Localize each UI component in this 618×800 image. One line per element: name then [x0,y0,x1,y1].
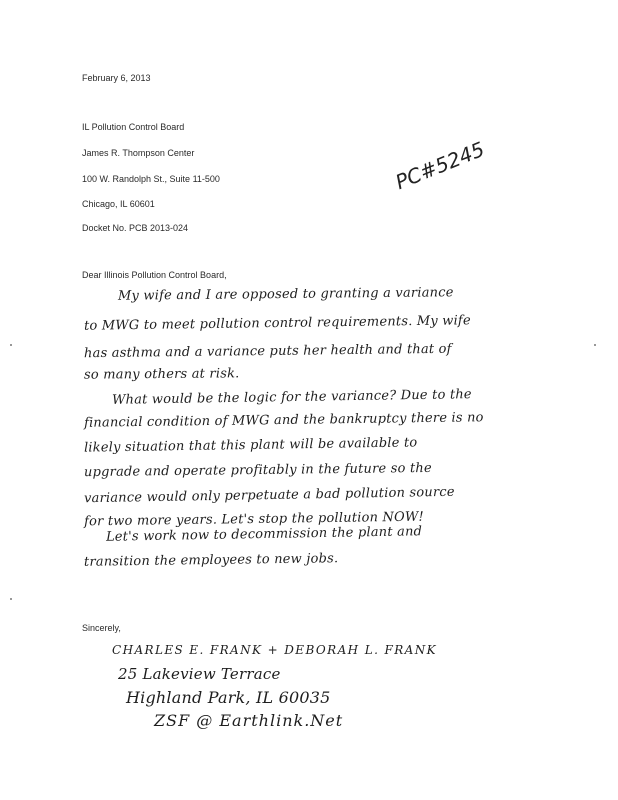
body-line: What would be the logic for the variance? Due to the [111,387,472,408]
body-line: likely situation that this plant will be available to [83,435,418,456]
recipient-line: James R. Thompson Center [82,148,195,158]
scan-speck [10,598,12,600]
docket-stamp: PC#5245 [392,136,488,195]
scan-speck [10,344,12,346]
body-line: Let's work now to decommission the plant and [105,524,423,545]
signature-street: 25 Lakeview Terrace [118,665,281,683]
body-line: variance would only perpetuate a bad pollution source [83,484,455,507]
docket-number: Docket No. PCB 2013-024 [82,223,189,233]
scan-speck [594,344,596,346]
body-line: My wife and I are opposed to granting a variance [117,285,454,304]
signature-names: CHARLES E. FRANK + DEBORAH L. FRANK [112,643,438,657]
body-line: for two more years. Let's stop the pollution NOW! [83,509,425,530]
recipient-line: Chicago, IL 60601 [82,199,155,209]
recipient-line: 100 W. Randolph St., Suite 11-500 [82,174,220,184]
body-line: transition the employees to new jobs. [83,551,339,570]
closing: Sincerely, [82,623,121,633]
body-line: to MWG to meet pollution control requirements. My wife [83,313,471,334]
signature-email: ZSF @ Earthlink.Net [154,711,344,730]
body-line: upgrade and operate profitably in the future so the [83,460,432,481]
body-line: financial condition of MWG and the bankruptcy there is no [83,410,484,431]
body-line: so many others at risk. [83,366,240,383]
signature-city: Highland Park, IL 60035 [126,688,331,707]
recipient-line: IL Pollution Control Board [82,122,185,132]
letter-date: February 6, 2013 [82,73,151,83]
body-line: has asthma and a variance puts her health and that of [83,341,452,362]
salutation: Dear Illinois Pollution Control Board, [82,270,227,280]
